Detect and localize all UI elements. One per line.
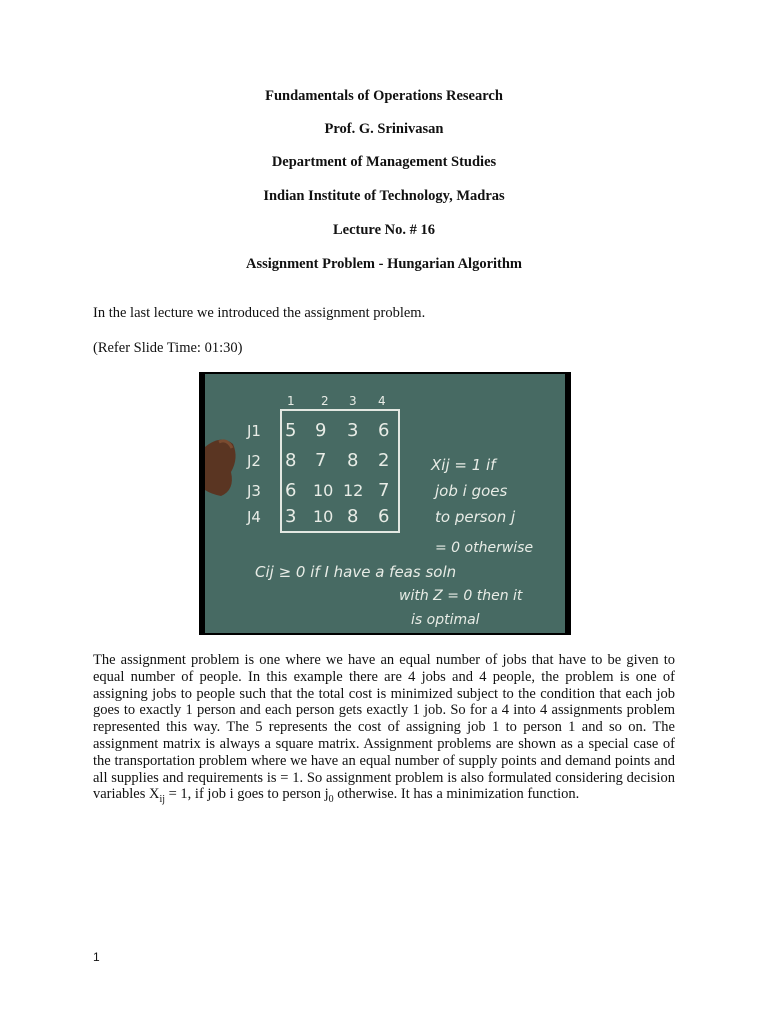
intro-sentence: In the last lecture we introduced the assignment problem. <box>93 305 426 321</box>
board-column-label: 1 <box>287 394 295 408</box>
matrix-cell: 6 <box>378 420 390 441</box>
subscript-zero: 0 <box>328 794 334 806</box>
page-number: 1 <box>93 950 100 964</box>
board-column-label: 2 <box>321 394 329 408</box>
lecture-title: Assignment Problem - Hungarian Algorithm <box>245 256 523 272</box>
matrix-cell: 6 <box>378 506 390 527</box>
board-row-label: J1 <box>247 422 261 440</box>
board-row-label: J4 <box>247 508 261 526</box>
matrix-cell: 5 <box>285 420 297 441</box>
body-paragraph <box>93 652 675 809</box>
course-title: Fundamentals of Operations Research <box>265 88 503 104</box>
slide-time-reference: (Refer Slide Time: 01:30) <box>93 340 243 356</box>
professor-name: Prof. G. Srinivasan <box>324 121 444 137</box>
matrix-cell: 10 <box>313 481 334 500</box>
matrix-cell: 8 <box>347 450 359 471</box>
board-note-line: to person j <box>435 508 516 526</box>
board-column-label: 4 <box>378 394 386 408</box>
body-text-main: The assignment problem is one where we have an equal number of jobs that have to be given to equal number of people. In this example there are 4 jobs and 4 people, the problem is one of assigning jobs to people such that the total cost is minimized subject to the condition that each job goes to exactly 1 person and each person gets exactly 1 job. So for a 4 into 4 assignments problem represented this way. The 5 represents the cost of assigning job 1 to person 1 and so on. The assignment matrix is always a square matrix. Assignment problems are shown as a special case of the transportation problem where we have an equal number of supply points and demand points and all supplies and requirements is = 1. So assignment problem is also formulated considering decision variables X <box>93 652 675 803</box>
board-column-label: 3 <box>349 394 357 408</box>
matrix-cell: 8 <box>285 450 297 471</box>
board-row-label: J2 <box>247 452 261 470</box>
matrix-cell: 3 <box>285 506 297 527</box>
matrix-cell: 2 <box>378 450 390 471</box>
matrix-cell: 9 <box>315 420 327 441</box>
subscript-ij: ij <box>159 794 165 806</box>
matrix-cell: 7 <box>378 480 390 501</box>
department-name: Department of Management Studies <box>271 154 497 170</box>
board-note-line: = 0 otherwise <box>435 540 534 556</box>
matrix-cell: 12 <box>343 481 364 500</box>
matrix-cell: 3 <box>347 420 359 441</box>
matrix-cell: 6 <box>285 480 297 501</box>
blackboard-image <box>199 372 571 635</box>
board-condition-line: is optimal <box>411 612 480 628</box>
matrix-cell: 8 <box>347 506 359 527</box>
body-text-end: otherwise. It has a minimization function. <box>333 786 580 803</box>
board-note-line: job i goes <box>435 482 508 500</box>
matrix-cell: 7 <box>315 450 327 471</box>
board-row-label: J3 <box>247 482 261 500</box>
lecture-number: Lecture No. # 16 <box>332 222 436 238</box>
matrix-cell: 10 <box>313 507 334 526</box>
board-note-line: Xij = 1 if <box>431 456 496 474</box>
board-condition-line: Cij ≥ 0 if I have a feas soln <box>255 563 457 581</box>
institute-name: Indian Institute of Technology, Madras <box>263 188 505 204</box>
board-condition-line: with Z = 0 then it <box>399 588 523 604</box>
body-text-mid: = 1, if job i goes to person j <box>165 786 329 803</box>
